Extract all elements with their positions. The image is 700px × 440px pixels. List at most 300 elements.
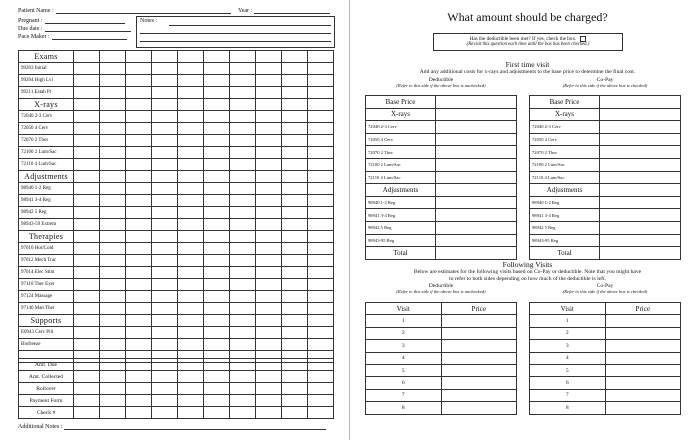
entry-cell[interactable] bbox=[282, 111, 308, 123]
entry-cell[interactable] bbox=[126, 123, 152, 135]
entry-cell[interactable] bbox=[74, 135, 100, 147]
entry-cell[interactable] bbox=[178, 147, 204, 159]
entry-cell[interactable] bbox=[74, 267, 100, 279]
entry-cell[interactable] bbox=[74, 111, 100, 123]
entry-cell[interactable] bbox=[126, 359, 152, 371]
visit-price-cell[interactable] bbox=[441, 327, 517, 339]
entry-cell[interactable] bbox=[230, 195, 256, 207]
entry-cell[interactable] bbox=[152, 359, 178, 371]
entry-cell[interactable] bbox=[100, 111, 126, 123]
entry-cell[interactable] bbox=[152, 159, 178, 171]
entry-cell[interactable] bbox=[126, 267, 152, 279]
visit-price-cell[interactable] bbox=[441, 352, 517, 364]
entry-cell[interactable] bbox=[282, 171, 308, 183]
entry-cell[interactable] bbox=[282, 219, 308, 231]
entry-cell[interactable] bbox=[152, 135, 178, 147]
visit-price-cell[interactable] bbox=[605, 389, 681, 401]
entry-cell[interactable] bbox=[100, 255, 126, 267]
entry-cell[interactable] bbox=[152, 279, 178, 291]
entry-cell[interactable] bbox=[256, 383, 282, 395]
entry-cell[interactable] bbox=[308, 219, 334, 231]
entry-cell[interactable] bbox=[230, 407, 256, 419]
entry-cell[interactable] bbox=[178, 327, 204, 339]
entry-cell[interactable] bbox=[152, 339, 178, 351]
entry-cell[interactable] bbox=[308, 87, 334, 99]
entry-cell[interactable] bbox=[308, 327, 334, 339]
entry-cell[interactable] bbox=[126, 395, 152, 407]
entry-cell[interactable] bbox=[308, 243, 334, 255]
entry-cell[interactable] bbox=[74, 195, 100, 207]
entry-cell[interactable] bbox=[256, 255, 282, 267]
entry-cell[interactable] bbox=[178, 87, 204, 99]
entry-cell[interactable] bbox=[282, 123, 308, 135]
entry-cell[interactable] bbox=[230, 159, 256, 171]
entry-cell[interactable] bbox=[256, 315, 282, 327]
entry-cell[interactable] bbox=[152, 315, 178, 327]
price-cell[interactable] bbox=[436, 146, 517, 159]
entry-cell[interactable] bbox=[204, 75, 230, 87]
price-cell[interactable] bbox=[436, 184, 517, 197]
entry-cell[interactable] bbox=[308, 135, 334, 147]
visit-price-cell[interactable] bbox=[605, 402, 681, 414]
entry-cell[interactable] bbox=[100, 195, 126, 207]
entry-cell[interactable] bbox=[100, 147, 126, 159]
entry-cell[interactable] bbox=[256, 135, 282, 147]
entry-cell[interactable] bbox=[282, 135, 308, 147]
entry-cell[interactable] bbox=[152, 255, 178, 267]
entry-cell[interactable] bbox=[74, 123, 100, 135]
entry-cell[interactable] bbox=[256, 219, 282, 231]
entry-cell[interactable] bbox=[230, 219, 256, 231]
entry-cell[interactable] bbox=[204, 327, 230, 339]
entry-cell[interactable] bbox=[282, 51, 308, 63]
entry-cell[interactable] bbox=[308, 171, 334, 183]
visit-price-cell[interactable] bbox=[441, 364, 517, 376]
entry-cell[interactable] bbox=[152, 99, 178, 111]
entry-cell[interactable] bbox=[74, 51, 100, 63]
entry-cell[interactable] bbox=[256, 231, 282, 243]
entry-cell[interactable] bbox=[100, 159, 126, 171]
entry-cell[interactable] bbox=[100, 207, 126, 219]
entry-cell[interactable] bbox=[178, 183, 204, 195]
entry-cell[interactable] bbox=[282, 303, 308, 315]
entry-cell[interactable] bbox=[100, 231, 126, 243]
entry-cell[interactable] bbox=[152, 183, 178, 195]
entry-cell[interactable] bbox=[204, 243, 230, 255]
entry-cell[interactable] bbox=[178, 383, 204, 395]
price-cell[interactable] bbox=[600, 247, 681, 260]
entry-cell[interactable] bbox=[282, 371, 308, 383]
entry-cell[interactable] bbox=[256, 407, 282, 419]
entry-cell[interactable] bbox=[74, 87, 100, 99]
entry-cell[interactable] bbox=[74, 147, 100, 159]
entry-cell[interactable] bbox=[126, 339, 152, 351]
entry-cell[interactable] bbox=[256, 279, 282, 291]
price-cell[interactable] bbox=[600, 221, 681, 234]
entry-cell[interactable] bbox=[126, 183, 152, 195]
price-cell[interactable] bbox=[600, 158, 681, 171]
entry-cell[interactable] bbox=[256, 395, 282, 407]
entry-cell[interactable] bbox=[100, 75, 126, 87]
entry-cell[interactable] bbox=[308, 195, 334, 207]
entry-cell[interactable] bbox=[178, 303, 204, 315]
entry-cell[interactable] bbox=[100, 123, 126, 135]
entry-cell[interactable] bbox=[178, 315, 204, 327]
entry-cell[interactable] bbox=[230, 99, 256, 111]
entry-cell[interactable] bbox=[152, 303, 178, 315]
entry-cell[interactable] bbox=[230, 111, 256, 123]
entry-cell[interactable] bbox=[74, 207, 100, 219]
entry-cell[interactable] bbox=[152, 291, 178, 303]
entry-cell[interactable] bbox=[100, 243, 126, 255]
entry-cell[interactable] bbox=[74, 183, 100, 195]
entry-cell[interactable] bbox=[178, 63, 204, 75]
entry-cell[interactable] bbox=[74, 327, 100, 339]
visit-price-cell[interactable] bbox=[441, 340, 517, 352]
entry-cell[interactable] bbox=[152, 147, 178, 159]
entry-cell[interactable] bbox=[126, 243, 152, 255]
entry-cell[interactable] bbox=[100, 171, 126, 183]
entry-cell[interactable] bbox=[230, 327, 256, 339]
entry-cell[interactable] bbox=[100, 395, 126, 407]
visit-price-cell[interactable] bbox=[605, 340, 681, 352]
entry-cell[interactable] bbox=[152, 395, 178, 407]
entry-cell[interactable] bbox=[230, 371, 256, 383]
entry-cell[interactable] bbox=[230, 243, 256, 255]
entry-cell[interactable] bbox=[204, 183, 230, 195]
entry-cell[interactable] bbox=[204, 383, 230, 395]
entry-cell[interactable] bbox=[204, 303, 230, 315]
entry-cell[interactable] bbox=[178, 291, 204, 303]
price-cell[interactable] bbox=[436, 247, 517, 260]
entry-cell[interactable] bbox=[152, 267, 178, 279]
entry-cell[interactable] bbox=[178, 195, 204, 207]
price-cell[interactable] bbox=[600, 108, 681, 121]
entry-cell[interactable] bbox=[282, 243, 308, 255]
entry-cell[interactable] bbox=[152, 243, 178, 255]
price-cell[interactable] bbox=[436, 171, 517, 184]
entry-cell[interactable] bbox=[126, 159, 152, 171]
entry-cell[interactable] bbox=[256, 339, 282, 351]
entry-cell[interactable] bbox=[308, 147, 334, 159]
entry-cell[interactable] bbox=[204, 255, 230, 267]
visit-price-cell[interactable] bbox=[605, 377, 681, 389]
deductible-met-checkbox[interactable] bbox=[580, 36, 586, 42]
entry-cell[interactable] bbox=[178, 243, 204, 255]
entry-cell[interactable] bbox=[282, 279, 308, 291]
price-cell[interactable] bbox=[600, 121, 681, 134]
entry-cell[interactable] bbox=[126, 255, 152, 267]
entry-cell[interactable] bbox=[178, 75, 204, 87]
entry-cell[interactable] bbox=[308, 75, 334, 87]
entry-cell[interactable] bbox=[256, 183, 282, 195]
entry-cell[interactable] bbox=[204, 395, 230, 407]
price-cell[interactable] bbox=[436, 209, 517, 222]
entry-cell[interactable] bbox=[204, 359, 230, 371]
entry-cell[interactable] bbox=[308, 51, 334, 63]
entry-cell[interactable] bbox=[126, 75, 152, 87]
price-cell[interactable] bbox=[600, 133, 681, 146]
visit-price-cell[interactable] bbox=[441, 389, 517, 401]
entry-cell[interactable] bbox=[204, 219, 230, 231]
entry-cell[interactable] bbox=[100, 183, 126, 195]
entry-cell[interactable] bbox=[100, 407, 126, 419]
price-cell[interactable] bbox=[600, 96, 681, 109]
entry-cell[interactable] bbox=[204, 147, 230, 159]
entry-cell[interactable] bbox=[74, 99, 100, 111]
entry-cell[interactable] bbox=[126, 327, 152, 339]
entry-cell[interactable] bbox=[204, 371, 230, 383]
entry-cell[interactable] bbox=[256, 243, 282, 255]
entry-cell[interactable] bbox=[256, 371, 282, 383]
price-cell[interactable] bbox=[436, 158, 517, 171]
entry-cell[interactable] bbox=[282, 183, 308, 195]
entry-cell[interactable] bbox=[100, 327, 126, 339]
entry-cell[interactable] bbox=[230, 255, 256, 267]
entry-cell[interactable] bbox=[308, 315, 334, 327]
entry-cell[interactable] bbox=[100, 359, 126, 371]
entry-cell[interactable] bbox=[308, 291, 334, 303]
entry-cell[interactable] bbox=[230, 51, 256, 63]
price-cell[interactable] bbox=[600, 234, 681, 247]
entry-cell[interactable] bbox=[178, 255, 204, 267]
entry-cell[interactable] bbox=[178, 111, 204, 123]
entry-cell[interactable] bbox=[178, 171, 204, 183]
entry-cell[interactable] bbox=[100, 339, 126, 351]
entry-cell[interactable] bbox=[308, 123, 334, 135]
entry-cell[interactable] bbox=[74, 63, 100, 75]
entry-cell[interactable] bbox=[230, 135, 256, 147]
visit-price-cell[interactable] bbox=[605, 327, 681, 339]
entry-cell[interactable] bbox=[204, 267, 230, 279]
entry-cell[interactable] bbox=[126, 371, 152, 383]
entry-cell[interactable] bbox=[178, 267, 204, 279]
pace-maker-field[interactable] bbox=[52, 34, 127, 40]
entry-cell[interactable] bbox=[204, 195, 230, 207]
entry-cell[interactable] bbox=[230, 75, 256, 87]
entry-cell[interactable] bbox=[282, 339, 308, 351]
entry-cell[interactable] bbox=[126, 279, 152, 291]
price-cell[interactable] bbox=[436, 121, 517, 134]
entry-cell[interactable] bbox=[74, 171, 100, 183]
entry-cell[interactable] bbox=[256, 291, 282, 303]
entry-cell[interactable] bbox=[282, 383, 308, 395]
entry-cell[interactable] bbox=[74, 159, 100, 171]
entry-cell[interactable] bbox=[126, 303, 152, 315]
entry-cell[interactable] bbox=[308, 383, 334, 395]
entry-cell[interactable] bbox=[308, 267, 334, 279]
entry-cell[interactable] bbox=[256, 111, 282, 123]
entry-cell[interactable] bbox=[126, 407, 152, 419]
entry-cell[interactable] bbox=[178, 99, 204, 111]
entry-cell[interactable] bbox=[308, 303, 334, 315]
entry-cell[interactable] bbox=[100, 87, 126, 99]
entry-cell[interactable] bbox=[308, 207, 334, 219]
entry-cell[interactable] bbox=[152, 407, 178, 419]
entry-cell[interactable] bbox=[152, 123, 178, 135]
entry-cell[interactable] bbox=[74, 75, 100, 87]
entry-cell[interactable] bbox=[308, 395, 334, 407]
entry-cell[interactable] bbox=[256, 51, 282, 63]
entry-cell[interactable] bbox=[100, 63, 126, 75]
price-cell[interactable] bbox=[436, 133, 517, 146]
visit-price-cell[interactable] bbox=[441, 402, 517, 414]
price-cell[interactable] bbox=[436, 221, 517, 234]
price-cell[interactable] bbox=[436, 234, 517, 247]
entry-cell[interactable] bbox=[126, 111, 152, 123]
entry-cell[interactable] bbox=[204, 99, 230, 111]
entry-cell[interactable] bbox=[74, 371, 100, 383]
entry-cell[interactable] bbox=[282, 267, 308, 279]
entry-cell[interactable] bbox=[74, 291, 100, 303]
price-cell[interactable] bbox=[436, 108, 517, 121]
entry-cell[interactable] bbox=[152, 371, 178, 383]
entry-cell[interactable] bbox=[152, 171, 178, 183]
due-date-field[interactable] bbox=[45, 26, 131, 32]
entry-cell[interactable] bbox=[230, 291, 256, 303]
entry-cell[interactable] bbox=[204, 87, 230, 99]
entry-cell[interactable] bbox=[204, 315, 230, 327]
entry-cell[interactable] bbox=[230, 315, 256, 327]
entry-cell[interactable] bbox=[152, 111, 178, 123]
entry-cell[interactable] bbox=[74, 279, 100, 291]
price-cell[interactable] bbox=[600, 146, 681, 159]
entry-cell[interactable] bbox=[74, 315, 100, 327]
price-cell[interactable] bbox=[436, 96, 517, 109]
entry-cell[interactable] bbox=[74, 407, 100, 419]
entry-cell[interactable] bbox=[204, 135, 230, 147]
entry-cell[interactable] bbox=[178, 359, 204, 371]
entry-cell[interactable] bbox=[178, 279, 204, 291]
entry-cell[interactable] bbox=[204, 291, 230, 303]
entry-cell[interactable] bbox=[126, 135, 152, 147]
entry-cell[interactable] bbox=[256, 99, 282, 111]
entry-cell[interactable] bbox=[282, 75, 308, 87]
entry-cell[interactable] bbox=[126, 63, 152, 75]
entry-cell[interactable] bbox=[308, 111, 334, 123]
entry-cell[interactable] bbox=[100, 279, 126, 291]
visit-price-cell[interactable] bbox=[605, 352, 681, 364]
entry-cell[interactable] bbox=[152, 231, 178, 243]
entry-cell[interactable] bbox=[230, 267, 256, 279]
entry-cell[interactable] bbox=[308, 183, 334, 195]
entry-cell[interactable] bbox=[204, 339, 230, 351]
pregnant-field[interactable] bbox=[45, 18, 125, 24]
entry-cell[interactable] bbox=[100, 219, 126, 231]
entry-cell[interactable] bbox=[100, 99, 126, 111]
entry-cell[interactable] bbox=[308, 99, 334, 111]
entry-cell[interactable] bbox=[100, 383, 126, 395]
entry-cell[interactable] bbox=[282, 327, 308, 339]
entry-cell[interactable] bbox=[152, 51, 178, 63]
entry-cell[interactable] bbox=[204, 171, 230, 183]
entry-cell[interactable] bbox=[126, 147, 152, 159]
entry-cell[interactable] bbox=[178, 395, 204, 407]
entry-cell[interactable] bbox=[256, 171, 282, 183]
entry-cell[interactable] bbox=[256, 147, 282, 159]
entry-cell[interactable] bbox=[204, 231, 230, 243]
entry-cell[interactable] bbox=[282, 99, 308, 111]
entry-cell[interactable] bbox=[126, 87, 152, 99]
entry-cell[interactable] bbox=[126, 219, 152, 231]
entry-cell[interactable] bbox=[256, 327, 282, 339]
entry-cell[interactable] bbox=[230, 123, 256, 135]
entry-cell[interactable] bbox=[308, 63, 334, 75]
entry-cell[interactable] bbox=[204, 279, 230, 291]
entry-cell[interactable] bbox=[204, 51, 230, 63]
entry-cell[interactable] bbox=[282, 231, 308, 243]
entry-cell[interactable] bbox=[256, 63, 282, 75]
entry-cell[interactable] bbox=[308, 279, 334, 291]
entry-cell[interactable] bbox=[282, 407, 308, 419]
entry-cell[interactable] bbox=[126, 383, 152, 395]
entry-cell[interactable] bbox=[100, 135, 126, 147]
entry-cell[interactable] bbox=[178, 51, 204, 63]
entry-cell[interactable] bbox=[100, 291, 126, 303]
entry-cell[interactable] bbox=[282, 195, 308, 207]
entry-cell[interactable] bbox=[126, 195, 152, 207]
entry-cell[interactable] bbox=[204, 407, 230, 419]
entry-cell[interactable] bbox=[282, 207, 308, 219]
entry-cell[interactable] bbox=[178, 371, 204, 383]
patient-name-field[interactable] bbox=[56, 8, 231, 14]
entry-cell[interactable] bbox=[256, 75, 282, 87]
entry-cell[interactable] bbox=[204, 123, 230, 135]
price-cell[interactable] bbox=[600, 184, 681, 197]
entry-cell[interactable] bbox=[308, 255, 334, 267]
entry-cell[interactable] bbox=[74, 359, 100, 371]
entry-cell[interactable] bbox=[178, 407, 204, 419]
entry-cell[interactable] bbox=[308, 359, 334, 371]
entry-cell[interactable] bbox=[152, 383, 178, 395]
entry-cell[interactable] bbox=[126, 291, 152, 303]
entry-cell[interactable] bbox=[126, 99, 152, 111]
year-field[interactable] bbox=[254, 8, 330, 14]
entry-cell[interactable] bbox=[282, 147, 308, 159]
entry-cell[interactable] bbox=[178, 219, 204, 231]
entry-cell[interactable] bbox=[282, 63, 308, 75]
entry-cell[interactable] bbox=[152, 87, 178, 99]
entry-cell[interactable] bbox=[178, 339, 204, 351]
entry-cell[interactable] bbox=[282, 315, 308, 327]
entry-cell[interactable] bbox=[230, 87, 256, 99]
entry-cell[interactable] bbox=[74, 255, 100, 267]
entry-cell[interactable] bbox=[126, 231, 152, 243]
entry-cell[interactable] bbox=[126, 207, 152, 219]
entry-cell[interactable] bbox=[152, 207, 178, 219]
visit-price-cell[interactable] bbox=[605, 364, 681, 376]
entry-cell[interactable] bbox=[256, 195, 282, 207]
entry-cell[interactable] bbox=[178, 123, 204, 135]
entry-cell[interactable] bbox=[126, 51, 152, 63]
entry-cell[interactable] bbox=[230, 339, 256, 351]
entry-cell[interactable] bbox=[100, 315, 126, 327]
entry-cell[interactable] bbox=[178, 231, 204, 243]
entry-cell[interactable] bbox=[152, 195, 178, 207]
entry-cell[interactable] bbox=[308, 159, 334, 171]
entry-cell[interactable] bbox=[230, 171, 256, 183]
entry-cell[interactable] bbox=[308, 339, 334, 351]
entry-cell[interactable] bbox=[100, 267, 126, 279]
entry-cell[interactable] bbox=[282, 291, 308, 303]
entry-cell[interactable] bbox=[74, 243, 100, 255]
entry-cell[interactable] bbox=[74, 303, 100, 315]
price-cell[interactable] bbox=[436, 196, 517, 209]
entry-cell[interactable] bbox=[178, 207, 204, 219]
entry-cell[interactable] bbox=[256, 207, 282, 219]
entry-cell[interactable] bbox=[74, 219, 100, 231]
entry-cell[interactable] bbox=[152, 219, 178, 231]
